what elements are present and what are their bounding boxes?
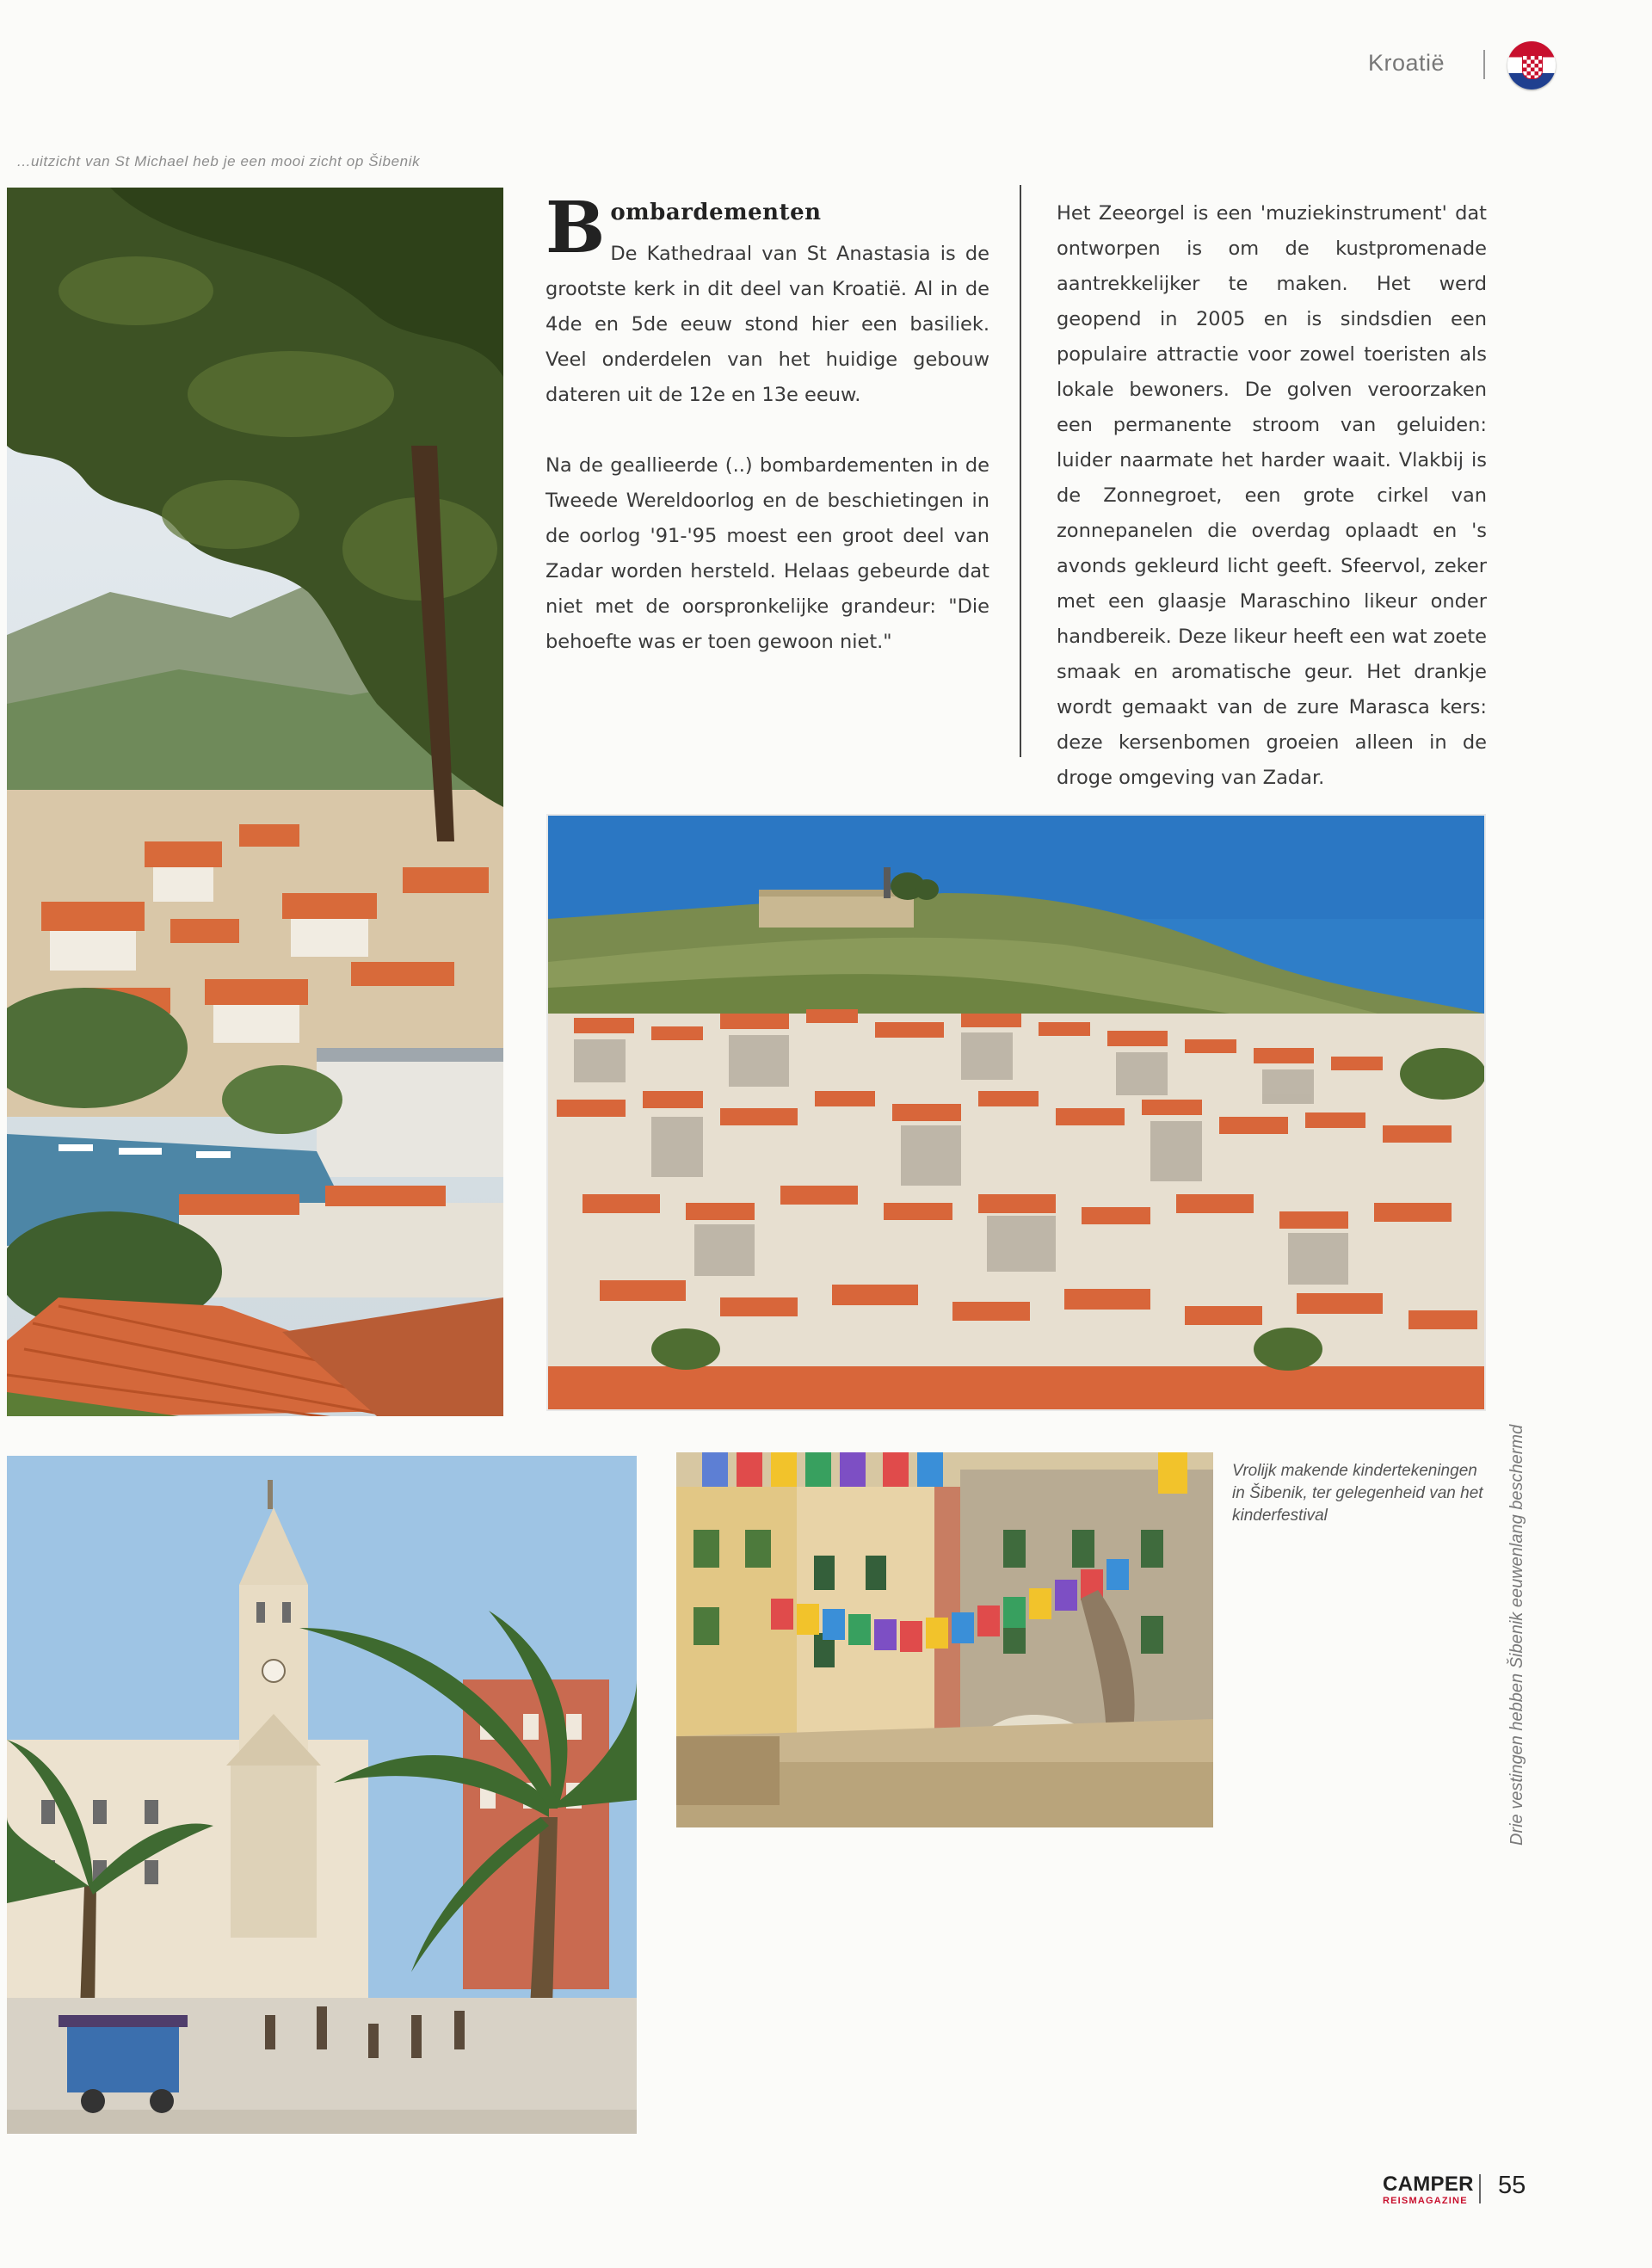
header-divider bbox=[1483, 50, 1485, 79]
photo-sibenik-view bbox=[7, 188, 503, 1416]
paragraph-zeeorgel: Het Zeeorgel is een 'muziekinstrument' dat ontworpen is om de kustpromenade aantrekkelijker te maken. Het werd geopend in 2005 en is sindsdien een populaire attractie voor zowel toeristen als lokale bewoners. De golven veroorzaken een permanente stroom van geluiden: luider naarmate het harder waait. Vlakbij is de Zonnegroet, een grote cirkel van zonnepanelen die overdag oplaadt en 's avonds gekleurd licht geeft. Sfeervol, zeker met een glaasje Maraschino likeur onder handbereik. Deze likeur heeft een wat zoete smaak en aromatische geur. Het drankje wordt gemaakt van de zure Marasca kers: deze kersenbomen groeien alleen in de droge omgeving van Zadar. bbox=[1057, 202, 1487, 789]
page-number: 55 bbox=[1498, 2172, 1526, 2199]
footer-divider bbox=[1479, 2174, 1481, 2203]
photo-church-palms bbox=[7, 1456, 637, 2134]
photo-caption-vertical bbox=[1507, 1398, 1528, 1846]
photo-caption-top: ...uitzicht van St Michael heb je een mooi zicht op Šibenik bbox=[17, 153, 421, 169]
heading-dropcap: B bbox=[546, 187, 606, 269]
article-column-right bbox=[1057, 196, 1487, 831]
magazine-brand-sub: REISMAGAZINE bbox=[1383, 2196, 1468, 2206]
paragraph-bombardementen: Na de geallieerde (..) bombardementen in de Tweede Wereldoorlog en de beschietingen in de oorlog '91-'95 moest een groot deel van Zadar worden hersteld. Helaas gebeurde dat niet met de oorspronkelijke grandeur: "Die behoefte was er toen gewoon niet." bbox=[546, 454, 989, 653]
paragraph-kathedraal: De Kathedraal van St Anastasia is de grootste kerk in dit deel van Kroatië. Al in de 4de en 5de eeuw stond hier een basiliek. Veel onderdelen van het huidige gebouw dateren uit de 12e en 13e eeuw. bbox=[546, 243, 989, 406]
photo-fortress-hillside bbox=[548, 816, 1484, 1409]
photo-caption-kids: Vrolijk makende kindertekeningen in Šibenik, ter gelegenheid van het kinderfestival bbox=[1232, 1462, 1483, 1525]
photo-caption-vertical-text: Drie vestingen hebben Šibenik eeuwenlang beschermd bbox=[1507, 1424, 1526, 1846]
article-heading: ombardementen bbox=[610, 200, 822, 225]
photo-kids-drawings-street bbox=[676, 1452, 1213, 1827]
article-column-left bbox=[546, 187, 989, 695]
croatia-flag-icon bbox=[1507, 41, 1556, 89]
column-divider bbox=[1020, 185, 1021, 757]
running-head: Kroatië bbox=[1368, 50, 1446, 76]
magazine-brand: CAMPER bbox=[1383, 2172, 1474, 2196]
